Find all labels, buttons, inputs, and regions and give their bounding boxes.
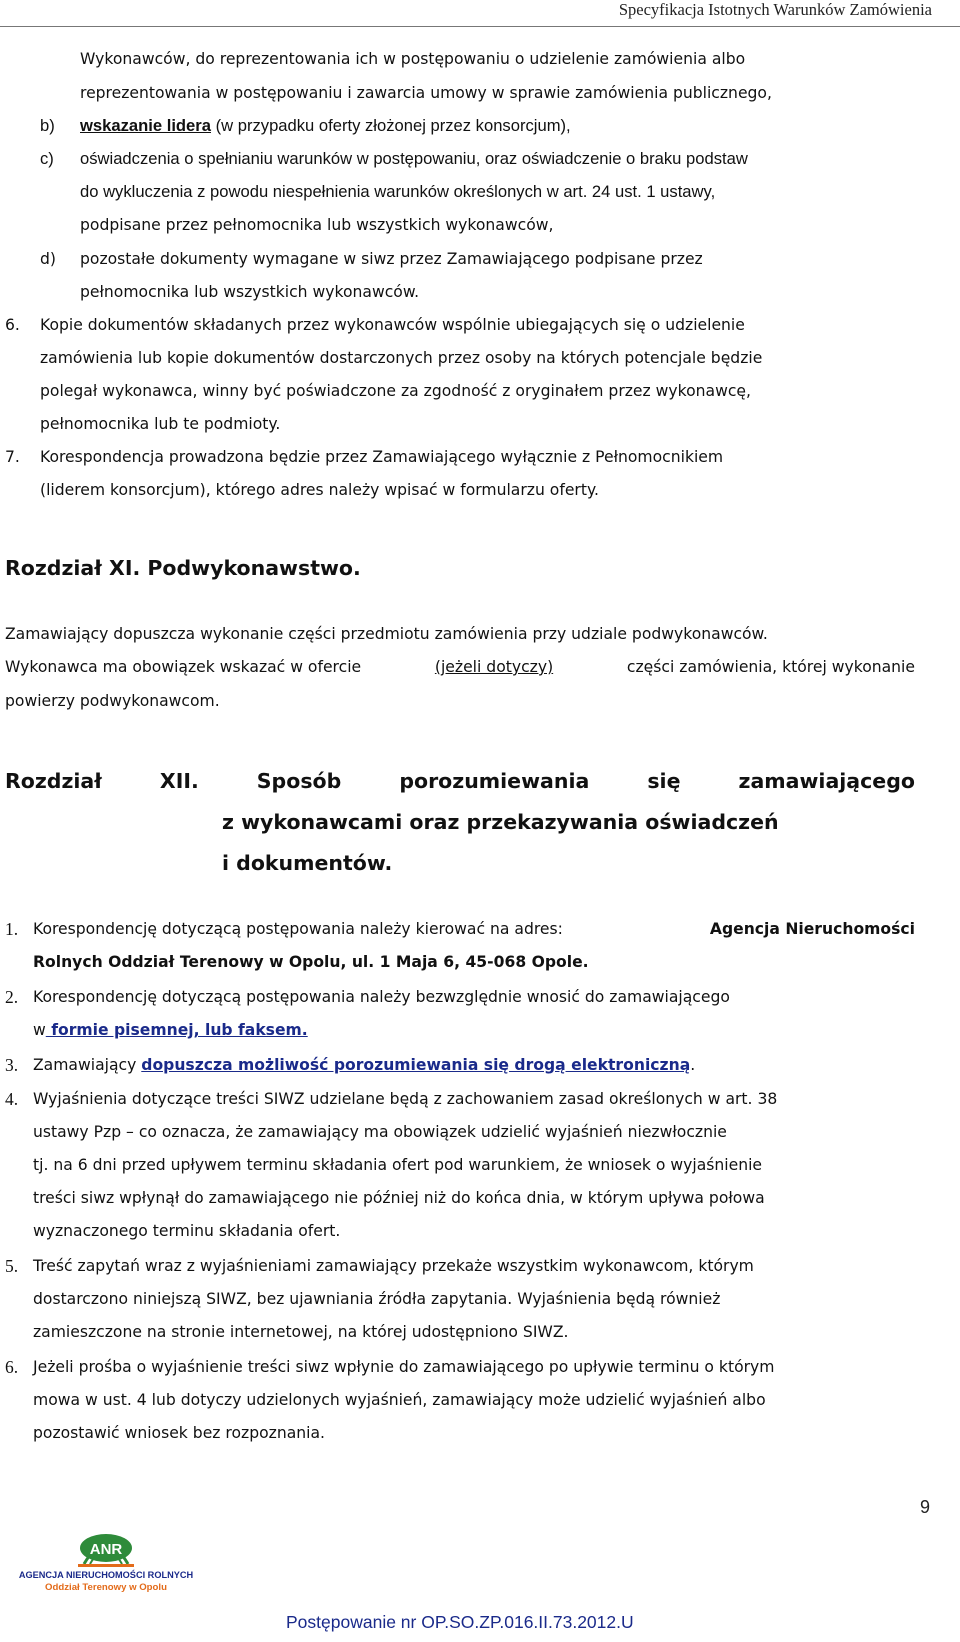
written-form-link[interactable]: formie pisemnej, lub faksem. bbox=[45, 1021, 308, 1039]
item-c-line-1: oświadczenia o spełnianiu warunków w postępowaniu, oraz oświadczenie o braku podstaw bbox=[80, 149, 748, 168]
chapter-11-line-2: Wykonawca ma obowiązek wskazać w ofercie (jeżeli dotyczy) części zamówienia, której wykonanie bbox=[5, 650, 915, 684]
item-c-marker: c) bbox=[40, 149, 54, 168]
point-6-line-1: Kopie dokumentów składanych przez wykonawców wspólnie ubiegających się o udzielenie bbox=[40, 316, 745, 334]
item-d-marker: d) bbox=[40, 250, 56, 268]
chapter-12-heading-line-1: Rozdział XII. Sposób porozumiewania się zamawiającego bbox=[5, 769, 915, 793]
point-7-line-2: (liderem konsorcjum), którego adres należy wpisać w formularzu oferty. bbox=[40, 481, 599, 499]
ch12-item-5-line-2: dostarczono niniejszą SIWZ, bez ujawniania źródła zapytania. Wyjaśnienia będą również bbox=[33, 1290, 721, 1308]
anr-logo-mark bbox=[18, 1524, 194, 1570]
ch12-item-2-line-2: w formie pisemnej, lub faksem. bbox=[33, 1021, 308, 1039]
ch12-item-5-marker: 5. bbox=[5, 1256, 19, 1276]
anr-logo-letters: ANR bbox=[89, 1541, 123, 1558]
intro-line-1: Wykonawców, do reprezentowania ich w postępowaniu o udzielenie zamówienia albo bbox=[80, 50, 746, 68]
if-applicable-note: (jeżeli dotyczy) bbox=[434, 658, 554, 676]
ch12-item-4-line-1: Wyjaśnienia dotyczące treści SIWZ udzielane będą z zachowaniem zasad określonych w art. 38 bbox=[33, 1090, 778, 1108]
item-d-line-1: pozostałe dokumenty wymagane w siwz przez Zamawiającego podpisane przez bbox=[80, 250, 703, 268]
point-6-marker: 6. bbox=[5, 316, 20, 334]
chapter-12-heading-line-2: z wykonawcami oraz przekazywania oświadczeń bbox=[222, 810, 779, 834]
chapter-11-line-1: Zamawiający dopuszcza wykonanie części przedmiotu zamówienia przy udziale podwykonawców. bbox=[5, 625, 768, 643]
ch12-item-4-line-2: ustawy Pzp – co oznacza, że zamawiający ma obowiązek udzielić wyjaśnień niezwłocznie bbox=[33, 1123, 727, 1141]
point-7-marker: 7. bbox=[5, 448, 20, 466]
ch12-item-6-line-1: Jeżeli prośba o wyjaśnienie treści siwz wpłynie do zamawiającego po upływie terminu o którym bbox=[33, 1358, 775, 1376]
point-6-line-3: polegał wykonawca, winny być poświadczone za zgodność z oryginałem przez wykonawcę, bbox=[40, 382, 751, 400]
point-6-line-2: zamówienia lub kopie dokumentów dostarczonych przez osoby na których potencjale będzie bbox=[40, 349, 763, 367]
item-b-text: wskazanie lidera (w przypadku oferty złożonej przez konsorcjum), bbox=[80, 116, 571, 135]
ch12-item-6-line-2: mowa w ust. 4 lub dotyczy udzielonych wyjaśnień, zamawiający może udzielić wyjaśnień albo bbox=[33, 1391, 766, 1409]
ch12-item-5-line-3: zamieszczone na stronie internetowej, na której udostępniono SIWZ. bbox=[33, 1323, 569, 1341]
ch12-item-6-marker: 6. bbox=[5, 1357, 19, 1377]
header-rule bbox=[0, 26, 960, 27]
item-c-line-2: do wykluczenia z powodu niespełnienia warunków określonych w art. 24 ust. 1 ustawy, bbox=[80, 182, 716, 201]
ch12-item-1-line-1: Korespondencję dotyczącą postępowania należy kierować na adres: Agencja Nieruchomości bbox=[33, 920, 915, 938]
electronic-communication-link[interactable]: dopuszcza możliwość porozumiewania się drogą elektroniczną bbox=[141, 1056, 691, 1074]
chapter-12-heading-line-3: i dokumentów. bbox=[222, 851, 393, 875]
ch12-item-6-line-3: pozostawić wniosek bez rozpoznania. bbox=[33, 1424, 326, 1442]
chapter-11-line-3: powierzy podwykonawcom. bbox=[5, 692, 220, 710]
ch12-item-2-line-1: Korespondencję dotyczącą postępowania należy bezwzględnie wnosić do zamawiającego bbox=[33, 988, 730, 1006]
item-b-bold: wskazanie lidera bbox=[80, 116, 211, 135]
ch12-item-3-marker: 3. bbox=[5, 1055, 19, 1075]
point-7-line-1: Korespondencja prowadzona będzie przez Zamawiającego wyłącznie z Pełnomocnikiem bbox=[40, 448, 724, 466]
ch12-item-4-marker: 4. bbox=[5, 1089, 19, 1109]
item-b-marker: b) bbox=[40, 116, 55, 135]
page-number: 9 bbox=[919, 1497, 930, 1517]
item-d-line-2: pełnomocnika lub wszystkich wykonawców. bbox=[80, 283, 420, 301]
ch12-item-2-marker: 2. bbox=[5, 987, 19, 1007]
ch12-item-4-line-4: treści siwz wpłynął do zamawiającego nie później niż do końca dnia, w którym upływa połowa bbox=[33, 1189, 765, 1207]
footer-reference: Postępowanie nr OP.SO.ZP.016.II.73.2012.U bbox=[286, 1612, 634, 1632]
ch12-item-1-line-2: Rolnych Oddział Terenowy w Opolu, ul. 1 Maja 6, 45-068 Opole. bbox=[33, 953, 589, 971]
logo-branch-name: Oddział Terenowy w Opolu bbox=[45, 1582, 167, 1593]
ch12-item-4-line-5: wyznaczonego terminu składania ofert. bbox=[33, 1222, 341, 1240]
ch12-item-3-line-1: Zamawiający dopuszcza możliwość porozumiewania się drogą elektroniczną. bbox=[33, 1056, 696, 1074]
ch12-item-4-line-3: tj. na 6 dni przed upływem terminu składania ofert pod warunkiem, że wniosek o wyjaśnienie bbox=[33, 1156, 763, 1174]
running-header: Specyfikacja Istotnych Warunków Zamówienia bbox=[618, 0, 932, 19]
ch12-item-1-marker: 1. bbox=[5, 919, 19, 939]
chapter-11-heading: Rozdział XI. Podwykonawstwo. bbox=[5, 556, 361, 580]
point-6-line-4: pełnomocnika lub te podmioty. bbox=[40, 415, 281, 433]
logo-agency-name: AGENCJA NIERUCHOMOŚCI ROLNYCH bbox=[18, 1570, 194, 1580]
ch12-item-5-line-1: Treść zapytań wraz z wyjaśnieniami zamawiający przekaże wszystkim wykonawcom, którym bbox=[33, 1257, 754, 1275]
intro-line-2: reprezentowania w postępowaniu i zawarcia umowy w sprawie zamówienia publicznego, bbox=[80, 84, 772, 102]
item-c-line-3: podpisane przez pełnomocnika lub wszystkich wykonawców, bbox=[80, 216, 554, 234]
anr-logo bbox=[18, 1524, 194, 1604]
